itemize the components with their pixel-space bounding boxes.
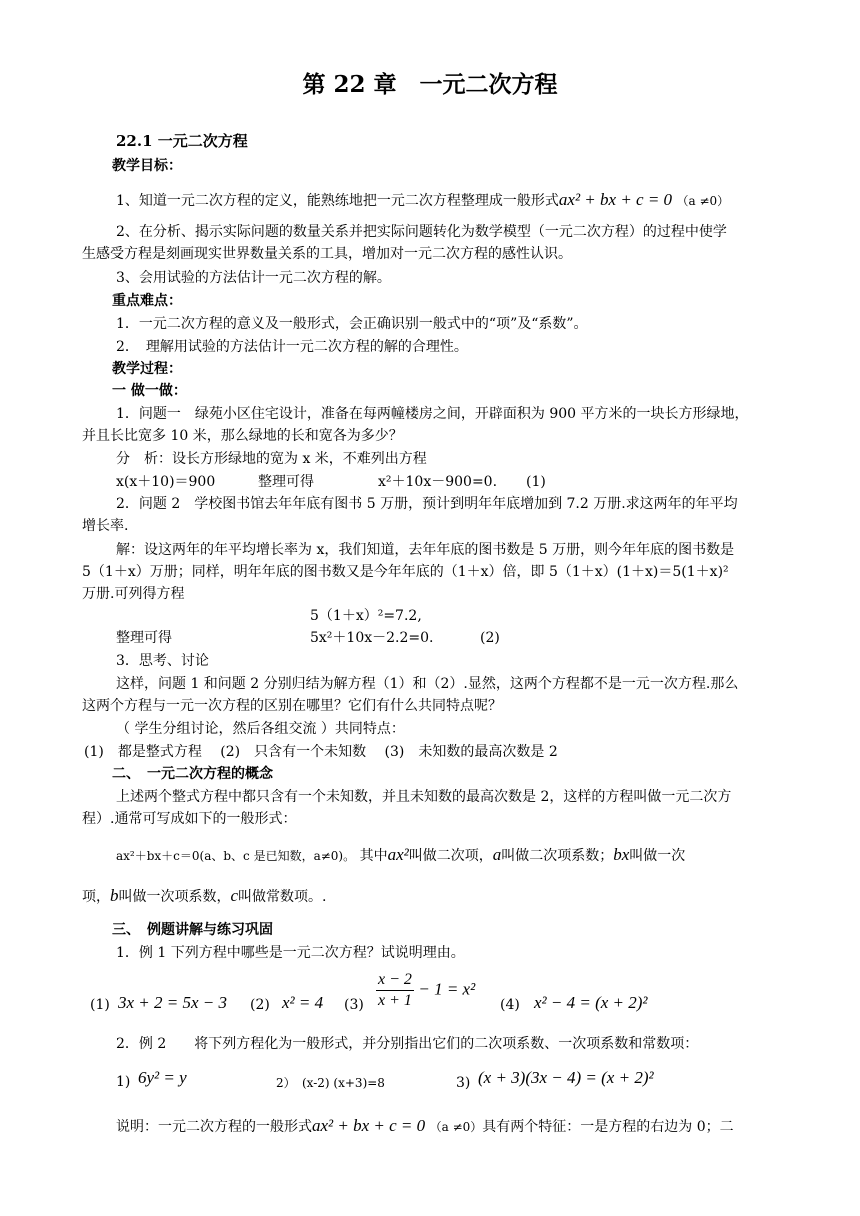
goal-1-condition: （a ≠0） bbox=[676, 194, 730, 208]
example-1-line: 1．例 1 下列方程中哪些是一元二次方程？试说明理由。 bbox=[116, 945, 465, 961]
question-2-line-1: 2．问题 2 学校图书馆去年年底有图书 5 万册，预计到明年年底增加到 7.2 万册.求这两年的年平均 bbox=[116, 496, 738, 512]
part-1-heading: 一 做一做： bbox=[112, 383, 187, 399]
process-heading: 教学过程： bbox=[112, 361, 182, 377]
example-1-item-2-number: (2) bbox=[250, 997, 270, 1013]
general-form-line-2-text-1: 项， bbox=[82, 889, 110, 905]
general-form-text: ax²＋bx＋c＝0(a、b、c 是已知数，a≠0)。 bbox=[116, 849, 356, 863]
part-3-heading: 三、 例题讲解与练习巩固 bbox=[112, 922, 273, 938]
key-point-1: 1．一元二次方程的意义及一般形式，会正确识别一般式中的“项”及“系数”。 bbox=[116, 316, 588, 332]
term-ax2: ax² bbox=[387, 845, 409, 864]
keypoints-heading: 重点难点： bbox=[112, 293, 182, 309]
general-form-text-5: 叫做一次 bbox=[629, 848, 686, 864]
example-2-item-1-number: 1) bbox=[116, 1074, 131, 1090]
example-2-item-2-number: 2） bbox=[276, 1076, 296, 1090]
example-1-item-3-rest: − 1 = x² bbox=[418, 979, 476, 999]
example-1-item-1: 3x + 2 = 5x − 3 bbox=[118, 993, 228, 1012]
solution-line-2: 5（1＋x）万册；同样，明年年底的图书数又是今年年底的（1＋x）倍，即 5（1＋x）(1＋x)＝5(1＋x)² bbox=[82, 564, 729, 580]
example-2-item-1: 6y² = y bbox=[138, 1068, 187, 1087]
key-point-2: 2． 理解用试验的方法估计一元二次方程的解的合理性。 bbox=[116, 339, 468, 355]
chapter-title: 第 22 章 一元二次方程 bbox=[302, 71, 558, 98]
goals-heading: 教学目标： bbox=[112, 158, 182, 174]
note-condition: （a ≠0） bbox=[429, 1120, 483, 1134]
example-1-item-4: x² − 4 = (x + 2)² bbox=[534, 993, 648, 1012]
part-2-heading: 二、 一元二次方程的概念 bbox=[112, 766, 273, 782]
example-2-item-2: (x-2) (x+3)=8 bbox=[302, 1076, 385, 1090]
note-text-2: 具有两个特征：一是方程的右边为 0；二 bbox=[482, 1119, 734, 1135]
solution-equation-label: 整理可得 bbox=[116, 630, 172, 646]
example-1-item-3-number: (3) bbox=[344, 997, 364, 1013]
question-1-equation-b: x²＋10x－900=0. bbox=[378, 474, 498, 490]
question-1-line-1: 1．问题一 绿苑小区住宅设计，准备在每两幢楼房之间，开辟面积为 900 平方米的一块长方形绿地， bbox=[116, 406, 749, 422]
example-1-item-2: x² = 4 bbox=[282, 993, 324, 1012]
general-form-text-2: 其中 bbox=[359, 848, 388, 864]
goal-3: 3、会用试验的方法估计一元二次方程的解。 bbox=[116, 270, 391, 286]
general-form-line-2-text-2: 叫做一次项系数， bbox=[118, 889, 231, 905]
fraction-numerator: x − 2 bbox=[376, 970, 414, 991]
term-b: b bbox=[110, 886, 119, 905]
term-bx: bx bbox=[613, 845, 630, 864]
goal-2-line-1: 2、在分析、揭示实际问题的数量关系并把实际问题转化为数学模型（一元二次方程）的过程中使学 bbox=[116, 224, 727, 240]
example-2-item-3: (x + 3)(3x − 4) = (x + 2)² bbox=[478, 1068, 654, 1087]
note-line bbox=[116, 1116, 734, 1137]
question-2-line-2: 增长率. bbox=[82, 518, 129, 534]
solution-line-1: 解：设这两年的年平均增长率为 x，我们知道，去年年底的图书数是 5 万册，则今年年底的图书数是 bbox=[116, 542, 735, 558]
goal-1-formula: ax² + bx + c = 0 bbox=[558, 190, 673, 209]
think-line-2: 这两个方程与一元一次方程的区别在哪里？它们有什么共同特点呢？ bbox=[82, 698, 502, 714]
solution-equation-1: 5（1＋x）²=7.2, bbox=[310, 608, 422, 624]
example-1-item-1-number: (1) bbox=[90, 997, 110, 1013]
think-heading: 3．思考、讨论 bbox=[116, 653, 209, 669]
general-form-line-2-text-3: 叫做常数项。. bbox=[238, 889, 327, 905]
note-formula: ax² + bx + c = 0 bbox=[312, 1116, 426, 1135]
equation-number-2: (2) bbox=[480, 630, 500, 646]
concept-line-1: 上述两个整式方程中都只含有一个未知数，并且未知数的最高次数是 2，这样的方程叫做一元二次方 bbox=[116, 789, 732, 805]
goal-1 bbox=[116, 190, 729, 211]
think-line-1: 这样，问题 1 和问题 2 分别归结为解方程（1）和（2）.显然，这两个方程都不是一元一次方程.那么 bbox=[116, 676, 739, 692]
term-a: a bbox=[492, 845, 502, 864]
term-c: c bbox=[230, 886, 239, 905]
question-1-line-2: 并且长比宽多 10 米，那么绿地的长和宽各为多少？ bbox=[82, 428, 403, 444]
question-1-equation-a: x(x＋10)＝900 bbox=[116, 474, 216, 490]
concept-line-2: 程）.通常可写成如下的一般形式： bbox=[82, 811, 297, 827]
general-form-line bbox=[116, 845, 685, 866]
example-1-item-4-number: (4) bbox=[500, 997, 520, 1013]
example-2-line: 2．例 2 将下列方程化为一般形式，并分别指出它们的二次项系数、一次项系数和常数项： bbox=[116, 1036, 699, 1052]
question-1-equation-label: 整理可得 bbox=[258, 474, 314, 490]
example-1-item-3 bbox=[376, 970, 475, 1011]
example-2-item-3-number: 3) bbox=[456, 1075, 471, 1091]
question-1-analysis: 分 析：设长方形绿地的宽为 x 米，不难列出方程 bbox=[116, 451, 427, 467]
section-heading: 22.1 一元二次方程 bbox=[116, 132, 248, 150]
general-form-line-2 bbox=[82, 886, 327, 907]
general-form-text-4: 叫做二次项系数； bbox=[501, 848, 614, 864]
fraction-denominator: x + 1 bbox=[378, 992, 412, 1009]
note-text-1: 说明：一元二次方程的一般形式 bbox=[116, 1119, 312, 1135]
solution-line-3: 万册.可列得方程 bbox=[82, 586, 185, 602]
example-1-item-3-fraction bbox=[376, 970, 414, 1011]
goal-1-text: 1、知道一元二次方程的定义，能熟练地把一元二次方程整理成一般形式 bbox=[116, 193, 559, 209]
common-features: (1) 都是整式方程 (2) 只含有一个未知数 (3) 未知数的最高次数是 2 bbox=[84, 744, 558, 760]
general-form-text-3: 叫做二次项， bbox=[408, 848, 493, 864]
goal-2-line-2: 生感受方程是刻画现实世界数量关系的工具，增加对一元二次方程的感性认识。 bbox=[82, 246, 572, 262]
group-discussion-line: （ 学生分组讨论，然后各组交流 ）共同特点： bbox=[116, 721, 405, 737]
equation-number-1: (1) bbox=[526, 474, 546, 490]
solution-equation-2: 5x²＋10x－2.2=0. bbox=[310, 630, 434, 646]
